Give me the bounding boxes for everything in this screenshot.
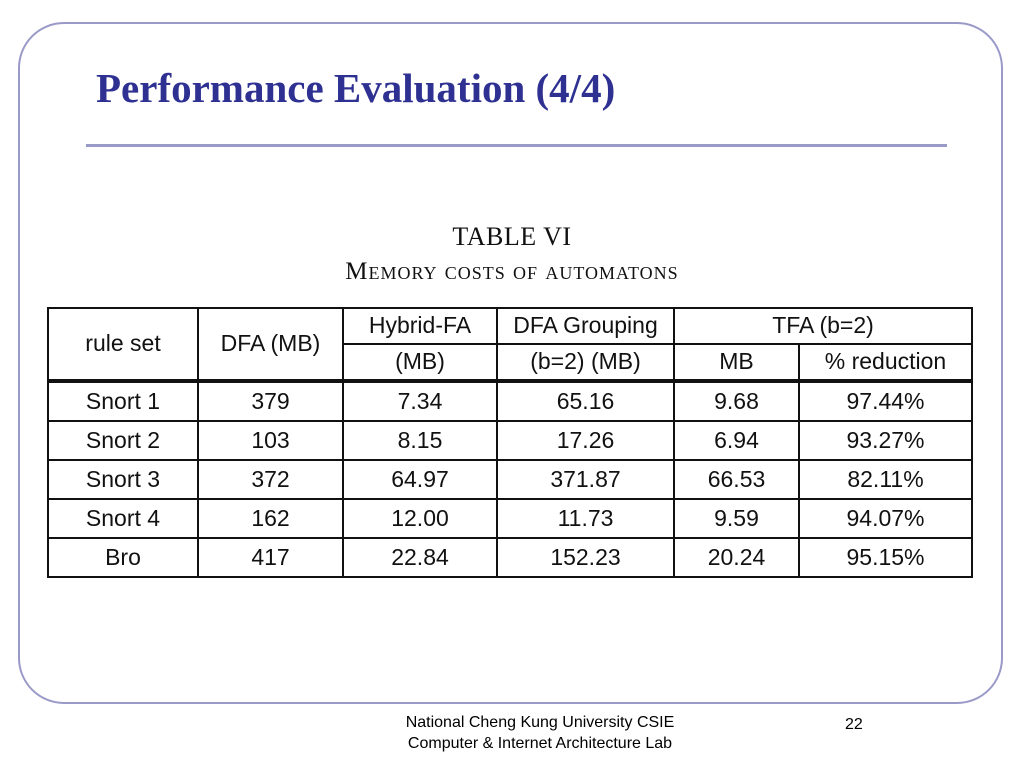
header-hybrid-fa: Hybrid-FA [343,308,497,344]
cell-dfa-grouping: 152.23 [497,538,674,577]
cell-dfa: 379 [198,381,343,421]
footer-affiliation [330,712,750,754]
cell-hybrid-fa: 64.97 [343,460,497,499]
cell-dfa: 372 [198,460,343,499]
cell-tfa-mb: 66.53 [674,460,799,499]
cell-rule-set: Snort 1 [48,381,198,421]
cell-dfa-grouping: 11.73 [497,499,674,538]
header-tfa-reduction: % reduction [799,344,972,381]
cell-tfa-reduction: 82.11% [799,460,972,499]
cell-rule-set: Bro [48,538,198,577]
table-caption: Memory costs of automatons [345,258,679,285]
footer-lab: Computer & Internet Architecture Lab [407,735,673,752]
slide-title: Performance Evaluation (4/4) [96,65,616,111]
header-hybrid-fa-unit: (MB) [343,344,497,381]
title-divider [86,144,947,147]
header-tfa-mb: MB [674,344,799,381]
cell-tfa-reduction: 97.44% [799,381,972,421]
header-dfa-grouping-unit: (b=2) (MB) [497,344,674,381]
cell-dfa: 103 [198,421,343,460]
cell-rule-set: Snort 2 [48,421,198,460]
header-tfa: TFA (b=2) [674,308,972,344]
header-rule-set: rule set [48,308,198,381]
cell-tfa-mb: 9.68 [674,381,799,421]
cell-tfa-mb: 9.59 [674,499,799,538]
header-dfa: DFA (MB) [198,308,343,381]
page-number: 22 [845,716,863,733]
cell-tfa-reduction: 95.15% [799,538,972,577]
cell-hybrid-fa: 22.84 [343,538,497,577]
header-dfa-grouping: DFA Grouping [497,308,674,344]
cell-rule-set: Snort 3 [48,460,198,499]
cell-dfa: 417 [198,538,343,577]
table-header-row [48,308,972,344]
table-label: TABLE VI [452,222,572,251]
cell-hybrid-fa: 12.00 [343,499,497,538]
cell-dfa-grouping: 371.87 [497,460,674,499]
cell-dfa: 162 [198,499,343,538]
cell-dfa-grouping: 17.26 [497,421,674,460]
table-row [48,460,972,499]
cell-tfa-mb: 20.24 [674,538,799,577]
cell-hybrid-fa: 8.15 [343,421,497,460]
cell-tfa-mb: 6.94 [674,421,799,460]
cell-tfa-reduction: 93.27% [799,421,972,460]
cell-dfa-grouping: 65.16 [497,381,674,421]
cell-hybrid-fa: 7.34 [343,381,497,421]
cell-tfa-reduction: 94.07% [799,499,972,538]
memory-cost-table [47,307,973,578]
cell-rule-set: Snort 4 [48,499,198,538]
table-row [48,499,972,538]
footer-university: National Cheng Kung University CSIE [405,714,675,731]
table-row [48,538,972,577]
table-row [48,421,972,460]
table-row [48,381,972,421]
